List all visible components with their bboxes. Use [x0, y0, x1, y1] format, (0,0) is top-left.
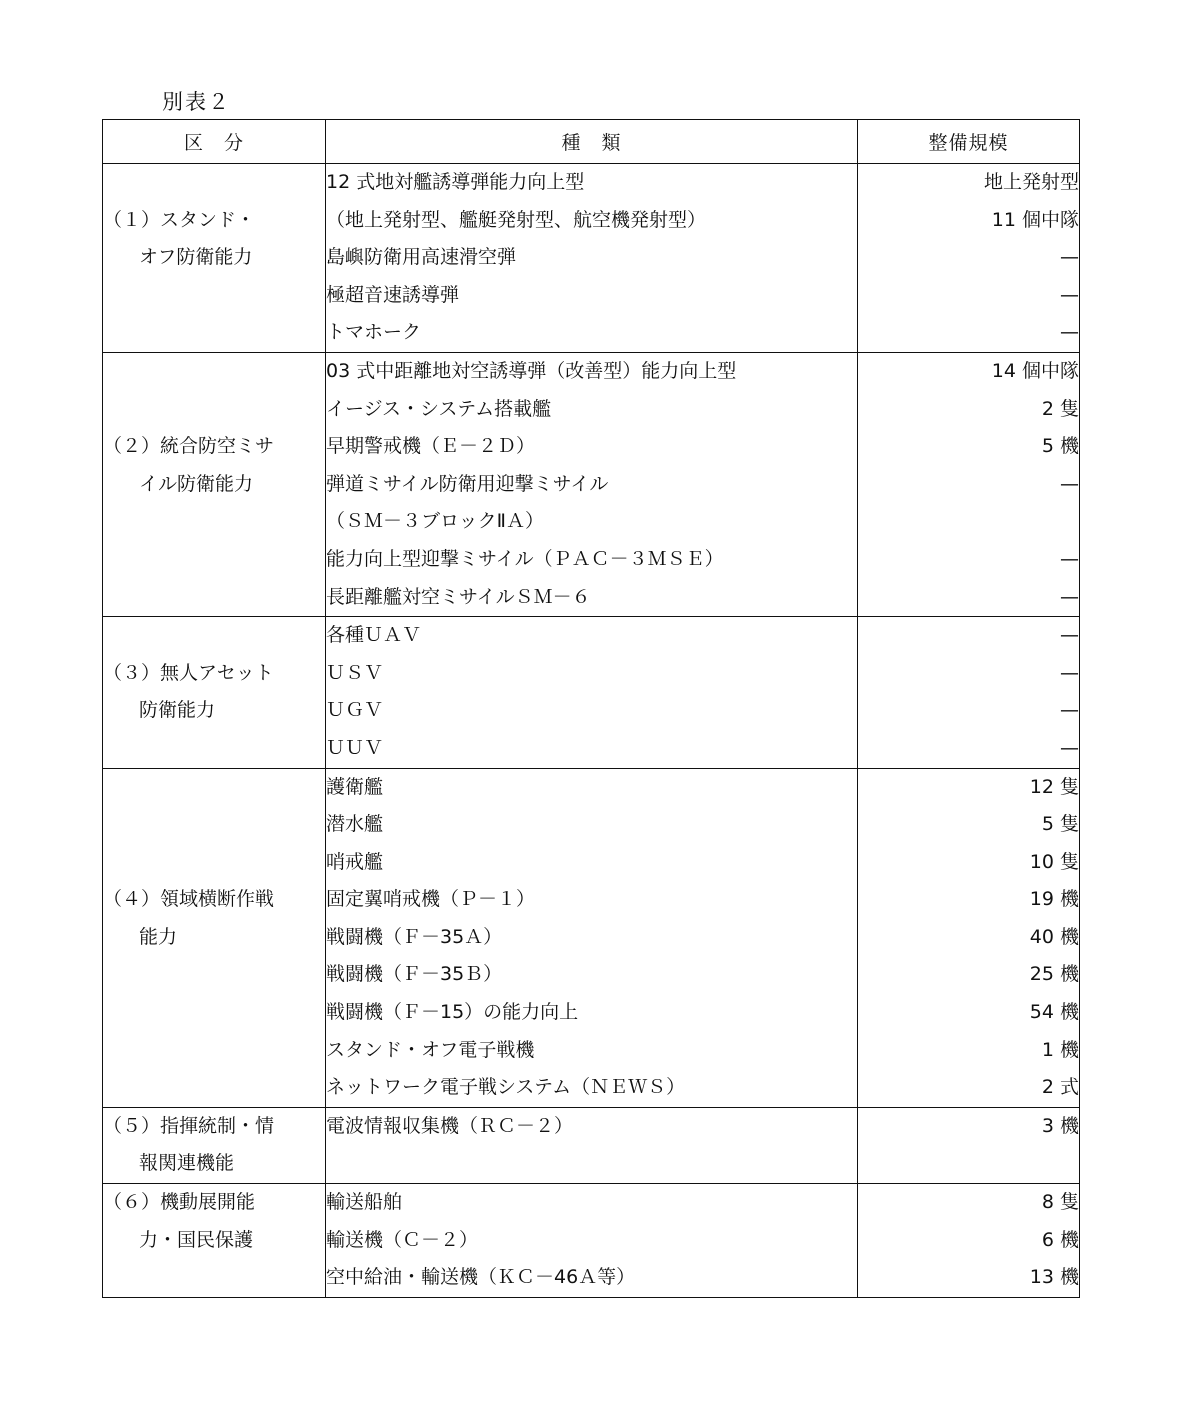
- category-line: [103, 617, 325, 655]
- category-line: （６）機動展開能: [103, 1191, 256, 1214]
- header-type: 種 類: [326, 120, 858, 164]
- equipment-scale: 13 機: [1029, 1266, 1079, 1289]
- scale-cell: [858, 1107, 1080, 1183]
- equipment-type: ＵＵＶ: [326, 736, 384, 759]
- equipment-type: 極超音速誘導弾: [326, 283, 460, 306]
- scale-cell: [858, 1184, 1080, 1298]
- category-line: [103, 1259, 325, 1297]
- category-line: 能力: [139, 925, 178, 948]
- equipment-type: 03 式中距離地対空誘導弾（改善型）能力向上型: [326, 359, 737, 382]
- table-row: [103, 1184, 1080, 1298]
- equipment-scale: —: [1060, 624, 1079, 647]
- category-line: [103, 1069, 325, 1107]
- equipment-type: 輸送船舶: [326, 1191, 403, 1214]
- scale-cell: [858, 352, 1080, 616]
- equipment-type: ＵＳＶ: [326, 661, 384, 684]
- equipment-type: スタンド・オフ電子戦機: [326, 1038, 535, 1061]
- equipment-scale: 11 個中隊: [991, 208, 1079, 231]
- category-line: （５）指揮統制・情: [103, 1114, 275, 1137]
- equipment-scale: —: [1060, 472, 1079, 495]
- equipment-scale: 5 隻: [1041, 813, 1079, 836]
- equipment-scale: —: [1060, 661, 1079, 684]
- equipment-type: 戦闘機（Ｆ－35Ａ）: [326, 925, 503, 948]
- category-line: 防衛能力: [139, 699, 216, 722]
- scale-cell: [858, 768, 1080, 1107]
- equipment-scale: 14 個中隊: [991, 359, 1079, 382]
- category-line: [103, 164, 325, 202]
- equipment-scale: —: [1060, 736, 1079, 759]
- category-line: オフ防衛能力: [139, 246, 253, 269]
- equipment-type: 島嶼防衛用高速滑空弾: [326, 246, 517, 269]
- category-line: [103, 730, 325, 768]
- equipment-type: （ＳＭ－３ブロックⅡＡ）: [326, 510, 544, 533]
- equipment-type: 戦闘機（Ｆ－15）の能力向上: [326, 1001, 579, 1024]
- equipment-scale: 40 機: [1029, 925, 1079, 948]
- table-row: [103, 164, 1080, 353]
- equipment-type: 固定翼哨戒機（Ｐ－１）: [326, 888, 536, 911]
- category-cell: [103, 1184, 326, 1298]
- equipment-table: [102, 119, 1080, 1298]
- equipment-type: 潜水艦: [326, 813, 384, 836]
- equipment-scale: [858, 1145, 1079, 1183]
- category-line: （３）無人アセット: [103, 661, 274, 684]
- equipment-scale: 5 機: [1041, 435, 1079, 458]
- equipment-scale: —: [1060, 283, 1079, 306]
- type-cell: [326, 617, 858, 768]
- equipment-type: 能力向上型迎撃ミサイル（ＰＡＣ－３ＭＳＥ）: [326, 547, 724, 570]
- equipment-type: トマホーク: [326, 321, 422, 344]
- category-line: [103, 844, 325, 882]
- scale-cell: [858, 164, 1080, 353]
- category-line: [103, 579, 325, 617]
- category-line: [103, 391, 325, 429]
- equipment-scale: 地上発射型: [983, 171, 1079, 193]
- equipment-scale: [858, 503, 1079, 541]
- equipment-scale: —: [1060, 585, 1079, 608]
- category-line: （２）統合防空ミサ: [103, 435, 275, 458]
- category-line: [103, 503, 325, 541]
- equipment-type: 空中給油・輸送機（ＫＣ－46Ａ等）: [326, 1266, 636, 1289]
- category-line: [103, 1032, 325, 1070]
- equipment-type: （地上発射型、艦艇発射型、航空機発射型）: [326, 208, 707, 231]
- equipment-scale: 10 隻: [1029, 850, 1079, 873]
- equipment-type: 戦闘機（Ｆ－35Ｂ）: [326, 963, 503, 986]
- equipment-scale: —: [1060, 699, 1079, 722]
- equipment-type: 早期警戒機（Ｅ－２Ｄ）: [326, 435, 536, 458]
- equipment-type: 電波情報収集機（ＲＣ－２）: [326, 1114, 574, 1137]
- equipment-scale: —: [1060, 547, 1079, 570]
- equipment-type: 護衛艦: [326, 775, 384, 798]
- category-cell: [103, 1107, 326, 1183]
- equipment-type: ネットワーク電子戦システム（ＮＥＷＳ）: [326, 1076, 686, 1099]
- document-title: 別表２: [162, 90, 231, 114]
- category-line: （４）領域横断作戦: [103, 888, 275, 911]
- category-line: [103, 956, 325, 994]
- equipment-type: [326, 1145, 857, 1183]
- category-line: [103, 314, 325, 352]
- category-line: [103, 806, 325, 844]
- equipment-type: 長距離艦対空ミサイルＳＭ－６: [326, 585, 591, 608]
- equipment-scale: 6 機: [1041, 1228, 1079, 1251]
- category-line: [103, 353, 325, 391]
- category-line: 報関連機能: [139, 1152, 235, 1175]
- equipment-scale: 1 機: [1041, 1038, 1079, 1061]
- category-line: [103, 541, 325, 579]
- table-body: [103, 164, 1080, 1298]
- header-category: 区 分: [103, 120, 326, 164]
- equipment-scale: 25 機: [1029, 963, 1079, 986]
- category-line: [103, 994, 325, 1032]
- type-cell: [326, 768, 858, 1107]
- category-line: [103, 277, 325, 315]
- equipment-scale: 12 隻: [1029, 775, 1079, 798]
- equipment-type: 哨戒艦: [326, 850, 384, 873]
- equipment-type: イージス・システム搭載艦: [326, 397, 552, 420]
- category-cell: [103, 617, 326, 768]
- table-header-row: [103, 120, 1080, 164]
- header-scale: 整備規模: [858, 120, 1080, 164]
- table-row: [103, 617, 1080, 768]
- scale-cell: [858, 617, 1080, 768]
- table-row: [103, 768, 1080, 1107]
- equipment-scale: 2 式: [1041, 1076, 1079, 1099]
- equipment-type: 輸送機（Ｃ－２）: [326, 1228, 479, 1251]
- table-row: [103, 352, 1080, 616]
- category-line: イル防衛能力: [139, 472, 254, 495]
- category-cell: [103, 768, 326, 1107]
- equipment-scale: —: [1060, 321, 1079, 344]
- equipment-scale: 2 隻: [1041, 397, 1079, 420]
- equipment-scale: —: [1060, 246, 1079, 269]
- table-row: [103, 1107, 1080, 1183]
- equipment-type: ＵＧＶ: [326, 699, 384, 722]
- equipment-scale: 8 隻: [1041, 1191, 1079, 1214]
- category-line: 力・国民保護: [139, 1228, 254, 1251]
- category-line: （１）スタンド・: [103, 208, 256, 231]
- category-cell: [103, 352, 326, 616]
- type-cell: [326, 1107, 858, 1183]
- equipment-type: 12 式地対艦誘導弾能力向上型: [326, 171, 585, 193]
- category-line: [103, 769, 325, 807]
- type-cell: [326, 164, 858, 353]
- equipment-type: 弾道ミサイル防衛用迎撃ミサイル: [326, 472, 609, 495]
- equipment-scale: 19 機: [1029, 888, 1079, 911]
- type-cell: [326, 1184, 858, 1298]
- equipment-scale: 54 機: [1029, 1001, 1079, 1024]
- type-cell: [326, 352, 858, 616]
- category-cell: [103, 164, 326, 353]
- equipment-type: 各種ＵＡＶ: [326, 624, 422, 647]
- equipment-scale: 3 機: [1041, 1114, 1079, 1137]
